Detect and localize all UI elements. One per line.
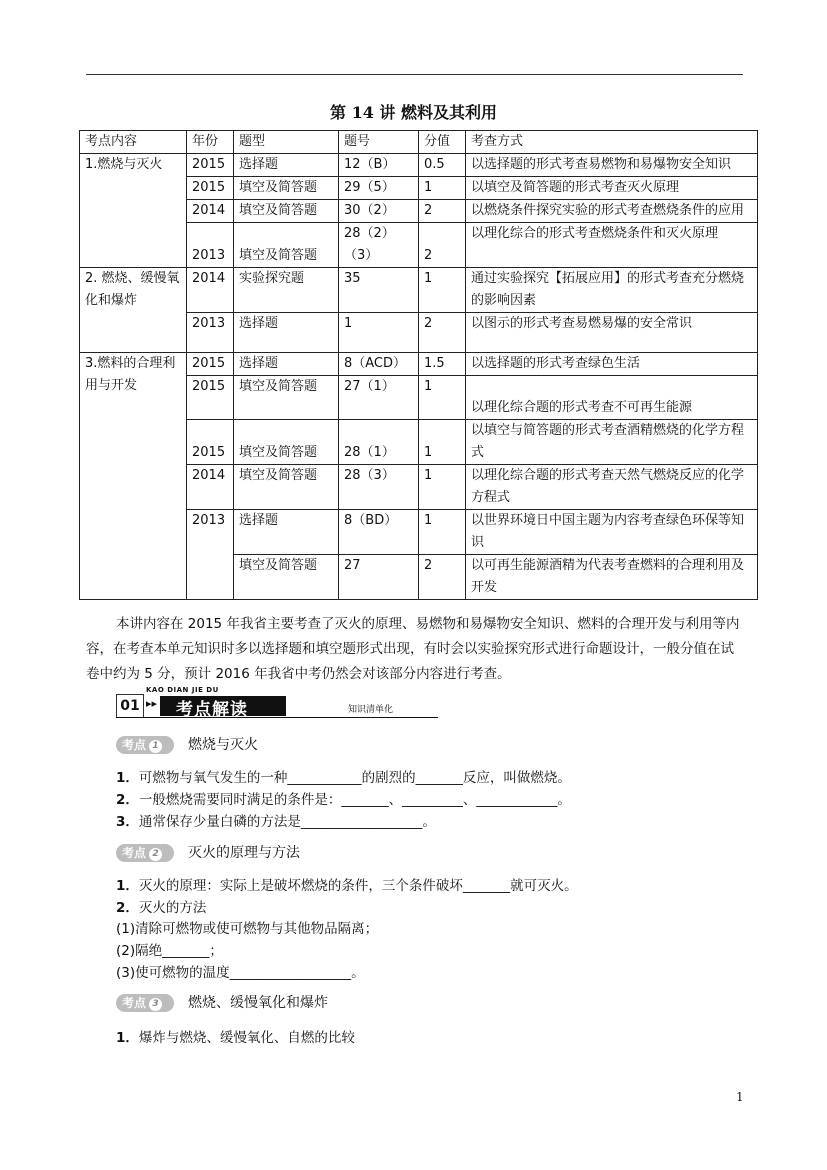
list-item <box>116 768 571 788</box>
item-number: 2． <box>116 792 139 808</box>
list-item <box>116 919 378 939</box>
topic-cell: 1.燃烧与灭火 <box>80 154 187 268</box>
score-cell: 0.5 <box>419 154 466 177</box>
kaodian-badge-label: 考点 <box>122 996 147 1010</box>
header-cell: 考查方式 <box>466 131 758 154</box>
page-title: 第 14 讲 燃料及其利用 <box>330 103 497 122</box>
no-cell: 28（2）（3） <box>339 223 419 268</box>
banner-underline <box>116 717 438 718</box>
no-cell: 35 <box>339 268 419 313</box>
no-cell: 12（B） <box>339 154 419 177</box>
item-text: 可燃物与氧气发生的一种___________的剧烈的_______反应，叫做燃烧。 <box>138 770 571 786</box>
kaodian-number: 1 <box>149 740 162 753</box>
year-cell: 2015 <box>187 154 234 177</box>
no-cell: 27 <box>339 555 419 600</box>
item-number: 1． <box>116 1030 139 1046</box>
method-cell: 以填空与简答题的形式考查酒精燃烧的化学方程式 <box>466 420 758 465</box>
item-text: (2)隔绝_______； <box>116 943 223 959</box>
type-cell: 填空及简答题 <box>234 376 339 420</box>
no-cell: 8（ACD） <box>339 353 419 376</box>
method-cell: 以理化综合题的形式考查天然气燃烧反应的化学方程式 <box>466 465 758 510</box>
score-cell: 2 <box>419 200 466 223</box>
no-cell: 28（3） <box>339 465 419 510</box>
method-cell: 以可再生能源酒精为代表考查燃料的合理利用及开发 <box>466 555 758 600</box>
double-arrow-icon: ▸▸ <box>146 697 158 710</box>
banner-title: 考点解读 <box>176 700 248 720</box>
year-cell: 2014 <box>187 200 234 223</box>
item-number: 1． <box>116 878 139 894</box>
item-text: 一般燃烧需要同时满足的条件是：_______、_________、____________。 <box>138 792 571 808</box>
no-cell: 27（1） <box>339 376 419 420</box>
item-text: (1)清除可燃物或使可燃物与其他物品隔离； <box>116 921 379 937</box>
section-banner <box>116 688 438 718</box>
type-cell: 选择题 <box>234 313 339 353</box>
type-cell: 填空及简答题 <box>234 555 339 600</box>
kaodian-number: 3 <box>149 998 162 1011</box>
list-item <box>116 1028 355 1048</box>
method-cell: 通过实验探究【拓展应用】的形式考查充分燃烧的影响因素 <box>466 268 758 313</box>
method-cell: 以选择题的形式考查绿色生活 <box>466 353 758 376</box>
list-item <box>116 876 578 896</box>
exam-table <box>79 130 758 600</box>
year-cell: 2015 <box>187 177 234 200</box>
banner-subtitle: 知识清单化 <box>348 705 394 715</box>
item-text: 爆炸与燃烧、缓慢氧化、自燃的比较 <box>138 1030 355 1046</box>
score-cell: 2 <box>419 313 466 353</box>
kaodian-title: 灭火的原理与方法 <box>188 845 300 861</box>
kaodian-number: 2 <box>149 848 162 861</box>
header-cell: 年份 <box>187 131 234 154</box>
score-cell: 1.5 <box>419 353 466 376</box>
method-cell: 以世界环境日中国主题为内容考查绿色环保等知识 <box>466 510 758 555</box>
item-text: (3)使可燃物的温度__________________。 <box>116 965 365 981</box>
item-number: 2． <box>116 900 139 916</box>
page-number: 1 <box>736 1090 744 1104</box>
header-rule <box>86 74 743 75</box>
banner-number: 01 <box>116 694 144 718</box>
list-item <box>116 941 223 961</box>
type-cell: 选择题 <box>234 353 339 376</box>
no-cell: 29（5） <box>339 177 419 200</box>
list-item <box>116 963 365 983</box>
score-cell: 1 <box>419 510 466 555</box>
list-item <box>116 898 206 918</box>
year-cell: 2013 <box>187 223 234 268</box>
type-cell: 填空及简答题 <box>234 465 339 510</box>
item-text: 灭火的方法 <box>138 900 207 916</box>
list-item <box>116 812 436 832</box>
year-cell: 2014 <box>187 268 234 313</box>
topic-cell: 2. 燃烧、缓慢氧化和爆炸 <box>80 268 187 353</box>
method-cell: 以填空及简答题的形式考查灭火原理 <box>466 177 758 200</box>
kaodian-badge <box>116 994 174 1012</box>
year-cell: 2015 <box>187 353 234 376</box>
intro-paragraph: 本讲内容在 2015 年我省主要考查了灭火的原理、易燃物和易爆物安全知识、燃料的合理开发与利用等内容，在考查本单元知识时多以选择题和填空题形式出现，有时会以实验探究形式进行命题设计，一般分值在试卷中约为 5 分，预计 2016 年我省中考仍然会对该部分内容进行考查。 <box>86 616 740 682</box>
year-cell: 2015 <box>187 420 234 465</box>
score-cell: 1 <box>419 420 466 465</box>
score-cell: 1 <box>419 177 466 200</box>
year-cell: 2015 <box>187 376 234 420</box>
item-number: 3． <box>116 814 139 830</box>
header-cell: 题号 <box>339 131 419 154</box>
kaodian-badge-label: 考点 <box>122 846 147 860</box>
table-header-row <box>80 131 758 154</box>
score-cell: 1 <box>419 465 466 510</box>
kaodian-badge <box>116 736 174 754</box>
no-cell: 30（2） <box>339 200 419 223</box>
header-cell: 考点内容 <box>80 131 187 154</box>
type-cell: 选择题 <box>234 510 339 555</box>
table-row <box>80 154 758 177</box>
list-item <box>116 790 571 810</box>
item-text: 灭火的原理：实际上是破坏燃烧的条件，三个条件破坏_______就可灭火。 <box>138 878 578 894</box>
score-cell: 1 <box>419 268 466 313</box>
table-row <box>80 268 758 313</box>
no-cell: 28（1） <box>339 420 419 465</box>
no-cell: 1 <box>339 313 419 353</box>
kaodian-title: 燃烧、缓慢氧化和爆炸 <box>188 995 328 1011</box>
type-cell: 实验探究题 <box>234 268 339 313</box>
item-number: 1． <box>116 770 139 786</box>
score-cell: 2 <box>419 555 466 600</box>
score-cell: 1 <box>419 376 466 420</box>
year-cell: 2013 <box>187 313 234 353</box>
kaodian-badge <box>116 844 174 862</box>
item-text: 通常保存少量白磷的方法是__________________。 <box>138 814 436 830</box>
type-cell: 填空及简答题 <box>234 223 339 268</box>
method-cell: 以选择题的形式考查易燃物和易爆物安全知识 <box>466 154 758 177</box>
table-row <box>80 353 758 376</box>
type-cell: 填空及简答题 <box>234 200 339 223</box>
header-cell: 题型 <box>234 131 339 154</box>
method-cell: 以图示的形式考查易燃易爆的安全常识 <box>466 313 758 353</box>
score-cell: 2 <box>419 223 466 268</box>
no-cell: 8（BD） <box>339 510 419 555</box>
method-cell: 以理化综合的形式考查燃烧条件和灭火原理 <box>466 223 758 268</box>
type-cell: 填空及简答题 <box>234 420 339 465</box>
method-cell: 以燃烧条件探究实验的形式考查燃烧条件的应用 <box>466 200 758 223</box>
kaodian-title: 燃烧与灭火 <box>188 737 258 753</box>
year-cell: 2014 <box>187 465 234 510</box>
banner-pinyin: KAO DIAN JIE DU <box>146 686 219 694</box>
method-cell: 以理化综合题的形式考查不可再生能源 <box>466 376 758 420</box>
year-cell: 2013 <box>187 510 234 600</box>
header-cell: 分值 <box>419 131 466 154</box>
kaodian-badge-label: 考点 <box>122 738 147 752</box>
topic-cell: 3.燃料的合理利用与开发 <box>80 353 187 600</box>
type-cell: 选择题 <box>234 154 339 177</box>
type-cell: 填空及简答题 <box>234 177 339 200</box>
